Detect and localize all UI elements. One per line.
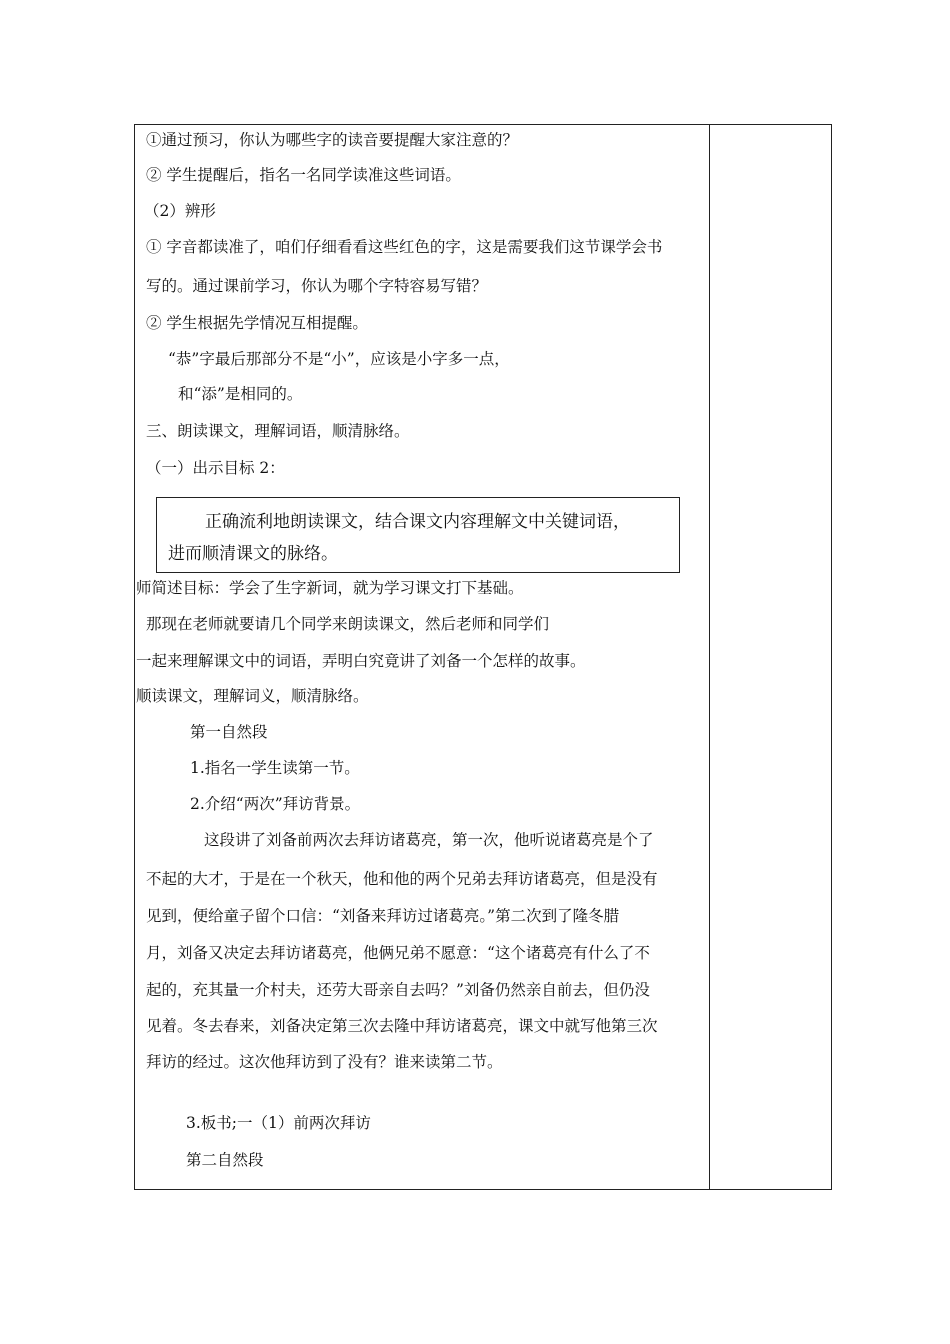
text-line: ① 字音都读准了，咱们仔细看看这些红色的字，这是需要我们这节课学会书 <box>146 238 663 256</box>
text-line: 1.指名一学生读第一节。 <box>190 759 360 777</box>
text-line: 师简述目标：学会了生字新词，就为学习课文打下基础。 <box>136 579 524 597</box>
text-line: “恭”字最后那部分不是“小”，应该是小字多一点， <box>168 350 510 368</box>
text-line: 见到，便给童子留个口信：“刘备来拜访过诸葛亮。”第二次到了隆冬腊 <box>146 907 620 925</box>
table-column-divider <box>709 124 710 1190</box>
text-line: （2）辨形 <box>144 202 216 220</box>
text-line: 这段讲了刘备前两次去拜访诸葛亮，第一次，他听说诸葛亮是个了 <box>204 831 654 849</box>
goal-text: 正确流利地朗读课文，结合课文内容理解文中关键词语， <box>205 512 630 532</box>
text-line: 见着。冬去春来，刘备决定第三次去隆中拜访诸葛亮，课文中就写他第三次 <box>146 1017 658 1035</box>
text-line: 2.介绍“两次”拜访背景。 <box>190 795 361 813</box>
section-heading: 三、朗读课文，理解词语，顺清脉络。 <box>146 422 410 440</box>
text-line: 不起的大才，于是在一个秋天，他和他的两个兄弟去拜访诸葛亮，但是没有 <box>146 870 658 888</box>
goal-text: 进而顺清课文的脉络。 <box>168 544 338 564</box>
text-line: ② 学生根据先学情况互相提醒。 <box>146 314 368 332</box>
text-line: 月，刘备又决定去拜访诸葛亮，他俩兄弟不愿意：“这个诸葛亮有什么了不 <box>146 944 650 962</box>
text-line: 那现在老师就要请几个同学来朗读课文，然后老师和同学们 <box>146 615 550 633</box>
text-line: ② 学生提醒后，指名一名同学读准这些词语。 <box>146 166 461 184</box>
text-line: ①通过预习，你认为哪些字的读音要提醒大家注意的？ <box>146 131 519 149</box>
text-line: 写的。通过课前学习，你认为哪个字特容易写错？ <box>146 277 488 295</box>
paragraph-heading: 第二自然段 <box>186 1151 264 1169</box>
paragraph-heading: 第一自然段 <box>190 723 268 741</box>
text-line: 一起来理解课文中的词语，弄明白究竟讲了刘备一个怎样的故事。 <box>136 652 586 670</box>
text-line: （一）出示目标 2： <box>146 459 285 477</box>
text-line: 起的，充其量一介村夫，还劳大哥亲自去吗？”刘备仍然亲自前去，但仍没 <box>146 981 650 999</box>
text-line: 拜访的经过。这次他拜访到了没有？谁来读第二节。 <box>146 1053 503 1071</box>
text-line: 和“添”是相同的。 <box>178 385 303 403</box>
text-line: 顺读课文，理解词义，顺清脉络。 <box>136 687 369 705</box>
text-line: 3.板书;一（1）前两次拜访 <box>186 1114 371 1132</box>
